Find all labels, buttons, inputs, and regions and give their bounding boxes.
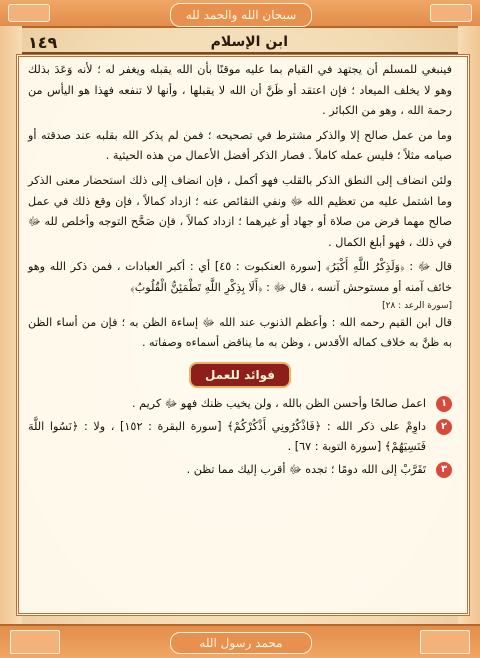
lantern-icon <box>8 4 50 22</box>
list-item <box>28 460 452 480</box>
running-title: ابن الإسلام <box>210 34 288 50</box>
paragraph: وما من عمل صالح إلا والذكر مشترط في تصحيحه ؛ فمن لم يذكر الله بقلبه عند صدقته أو صيامه مثلاً ؛ فليس عمله كاملاً . فصار الذكر أفضل الأعمال من هذه الحيثية . <box>28 128 452 163</box>
benefits-heading-wrap <box>28 362 452 388</box>
page-header <box>22 32 458 54</box>
number-badge: ٢ <box>436 419 452 435</box>
list-item-text: تَقَرَّبْ إلى الله دومًا ؛ تجده ﷻ أقرب إليك مما تظن . <box>186 462 426 476</box>
top-calligraphy-cartouche: سبحان الله والحمد لله <box>170 3 312 27</box>
book-icon <box>420 630 470 654</box>
book-icon <box>10 630 60 654</box>
benefits-heading: فوائد للعمل <box>189 362 291 388</box>
top-border-decoration <box>0 0 480 28</box>
benefits-list <box>28 394 452 480</box>
number-badge: ١ <box>436 396 452 412</box>
paragraph: قال ابن القيم رحمه الله : وأعظم الذنوب عند الله ﷻ إساءة الظن به ؛ فإن من أساء الظن به ظنَّ به خلاف كماله الأقدس ، وظن به ما يناقض أسماءه وصفاته . <box>28 315 452 350</box>
bottom-border-decoration <box>0 624 480 658</box>
page-number: ١٤٩ <box>28 33 58 52</box>
list-item <box>28 394 452 414</box>
paragraph: فينبغي للمسلم أن يجتهد في القيام بما عليه موقنًا بأن الله يقبله ويغفر له ؛ لأنه وَعَدَ بذلك وهو لا يخلف الميعاد ؛ فإن اعتقد أو ظَنَّ أن الله لا يقبلها ، وأنها لا تنفعه فهذا هو اليأس من رحمة الله ، وهو من الكبائر . <box>28 63 452 118</box>
number-badge: ٣ <box>436 462 452 478</box>
list-item <box>28 417 452 457</box>
list-item-text: داوِمْ على ذكر الله : ﴿فَاذْكُرُونِي أَذْكُرْكُمْ﴾ [سورة البقرة : ١٥٢] ، ولا : ﴿نَسُوا اللَّهَ فَنَسِيَهُمْ﴾ [سورة التوبة : ٦٧] . <box>28 419 426 453</box>
paragraph: قال ﷻ : ﴿وَلَذِكْرُ اللَّهِ أَكْبَرُ﴾ [سورة العنكبوت : ٤٥] أي : أكبر العبادات ، فمن ذكر الله وهو خائف آمنه أو مستوحش آنسه ، قال ﷻ : ﴿أَلَا بِذِكْرِ اللَّهِ تَطْمَئِنُّ الْقُلُوبُ﴾ <box>28 260 452 294</box>
footnote: [سورة الرعد : ٢٨] <box>382 300 452 311</box>
body-text <box>28 60 452 483</box>
lantern-icon <box>430 4 472 22</box>
list-item-text: اعمل صالحًا وأحسن الظن بالله ، ولن يخيب ظنك فهو ﷻ كريم . <box>132 396 426 410</box>
bottom-calligraphy-cartouche: محمد رسول الله <box>170 632 312 654</box>
paragraph: ولئن انضاف إلى النطق الذكر بالقلب فهو أكمل ، فإن انضاف إلى ذلك استحضار معنى الذكر وما اشتمل عليه من تعظيم الله ﷻ ونفي النقائص عنه ؛ ازداد كمالاً ، فإن وقع ذلك في عمل صالح مهما فرض من صلاة أو جهاد أو غيرهما ؛ ازداد كمالاً ، فإن صَحَّح التوجه وأخلص لله ﷻ في ذلك ، فهو أبلغ الكمال . <box>28 173 452 249</box>
